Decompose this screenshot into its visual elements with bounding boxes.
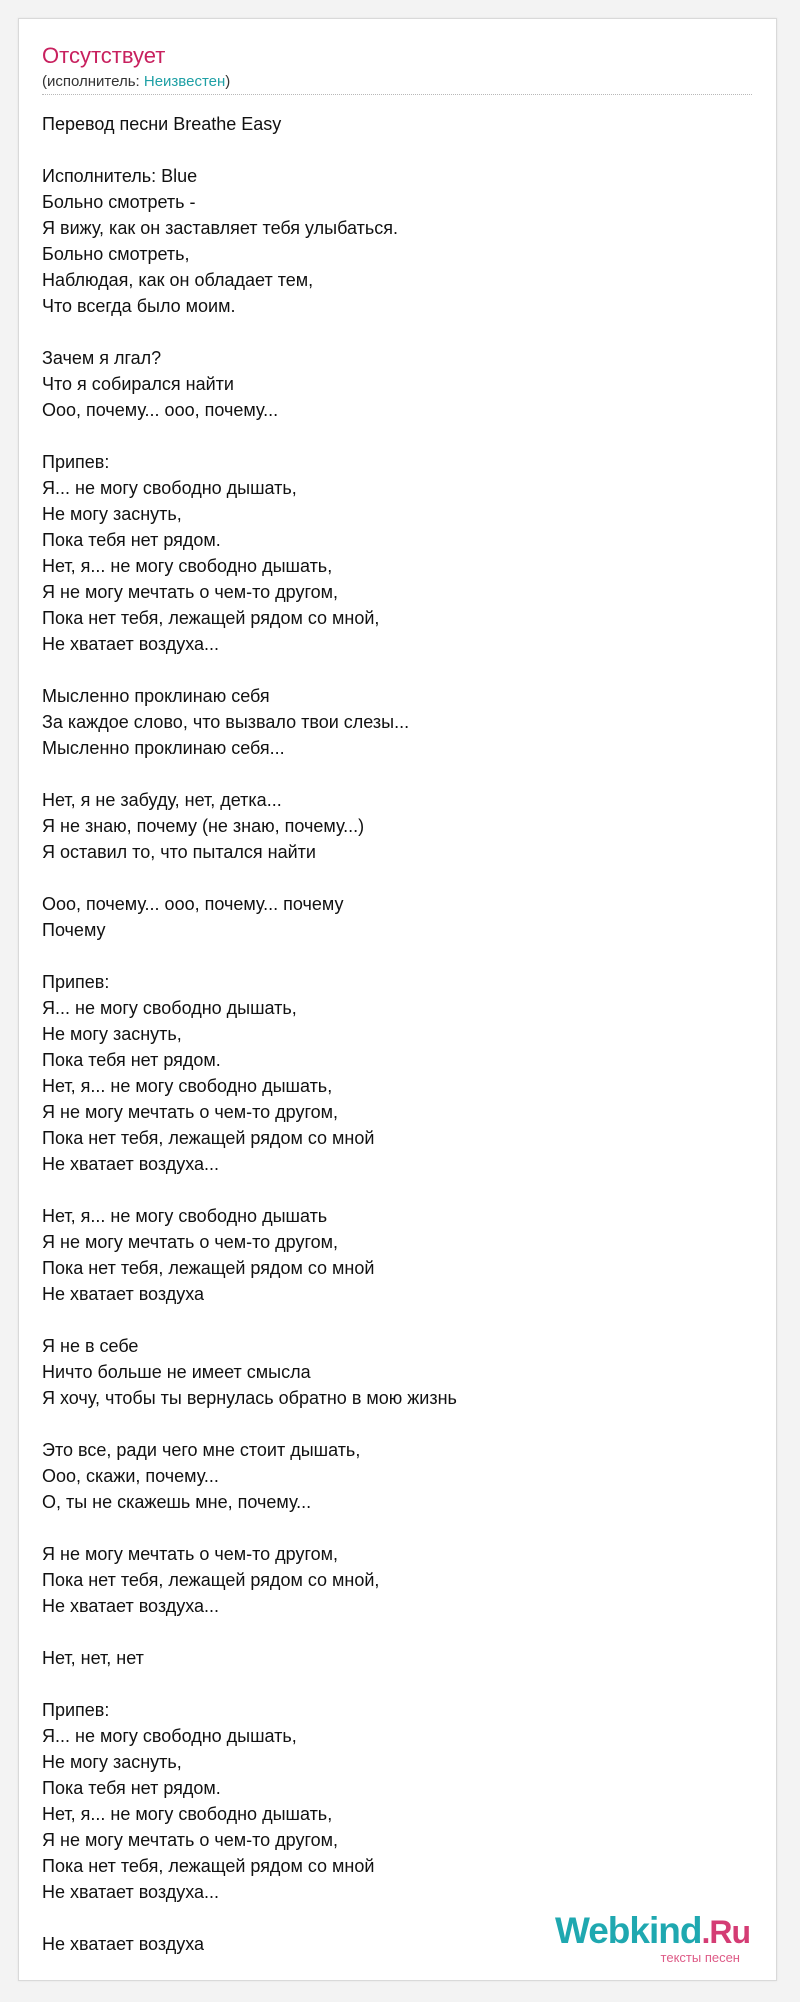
- lyrics-gap: [42, 761, 762, 787]
- lyric-line: Мысленно проклинаю себя...: [42, 738, 285, 758]
- lyric-line: Почему: [42, 920, 106, 940]
- lyrics-block: [42, 111, 762, 1957]
- lyrics-gap: [42, 1515, 762, 1541]
- lyrics-gap: [42, 423, 762, 449]
- lyric-line: Пока нет тебя, лежащей рядом со мной: [42, 1856, 375, 1876]
- lyric-line: Не хватает воздуха...: [42, 634, 220, 654]
- lyric-line: Я вижу, как он заставляет тебя улыбаться.: [42, 218, 398, 238]
- lyric-line: Пока нет тебя, лежащей рядом со мной: [42, 1258, 375, 1278]
- artist-suffix: ): [225, 73, 231, 90]
- lyric-line: Это все, ради чего мне стоит дышать,: [42, 1440, 361, 1460]
- lyric-line: Припев:: [42, 452, 110, 472]
- lyric-line: Я не знаю, почему (не знаю, почему...): [42, 816, 365, 836]
- lyric-line: Пока нет тебя, лежащей рядом со мной,: [42, 1570, 380, 1590]
- lyric-line: Не хватает воздуха: [42, 1934, 205, 1954]
- artist-line: [42, 72, 230, 92]
- logo-tagline: тексты песен: [660, 1950, 740, 1965]
- lyrics-gap: [42, 1619, 762, 1645]
- lyric-line: Наблюдая, как он обладает тем,: [42, 270, 314, 290]
- lyric-line: Я не в себе: [42, 1336, 139, 1356]
- lyric-line: Пока тебя нет рядом.: [42, 1778, 221, 1798]
- artist-prefix: (исполнитель:: [42, 73, 144, 90]
- lyric-line: Зачем я лгал?: [42, 348, 162, 368]
- lyric-line: Ооо, почему... ооо, почему...: [42, 400, 279, 420]
- lyrics-gap: [42, 1177, 762, 1203]
- lyric-line: Я хочу, чтобы ты вернулась обратно в мою жизнь: [42, 1388, 457, 1408]
- lyric-line: Я... не могу свободно дышать,: [42, 1726, 297, 1746]
- lyric-line: Нет, я... не могу свободно дышать,: [42, 1076, 333, 1096]
- lyric-line: Нет, я... не могу свободно дышать,: [42, 1804, 333, 1824]
- lyric-line: Нет, нет, нет: [42, 1648, 144, 1668]
- song-card: [18, 18, 777, 1981]
- lyric-line: Нет, я... не могу свободно дышать: [42, 1206, 328, 1226]
- lyric-line: Я не могу мечтать о чем-то другом,: [42, 582, 339, 602]
- lyrics-gap: [42, 943, 762, 969]
- lyric-line: Что всегда было моим.: [42, 296, 236, 316]
- lyric-line: Я не могу мечтать о чем-то другом,: [42, 1830, 339, 1850]
- lyric-line: Мысленно проклинаю себя: [42, 686, 270, 706]
- webkind-logo[interactable]: [554, 1910, 750, 1972]
- lyric-line: Я оставил то, что пытался найти: [42, 842, 316, 862]
- lyric-line: Пока тебя нет рядом.: [42, 530, 221, 550]
- header-divider: [42, 94, 752, 95]
- lyric-line: Я... не могу свободно дышать,: [42, 478, 297, 498]
- lyric-line: Ооо, почему... ооо, почему... почему: [42, 894, 344, 914]
- lyric-line: Не хватает воздуха...: [42, 1154, 220, 1174]
- lyrics-gap: [42, 1671, 762, 1697]
- lyric-line: Не могу заснуть,: [42, 1752, 182, 1772]
- lyric-line: Не хватает воздуха...: [42, 1882, 220, 1902]
- artist-link[interactable]: Неизвестен: [143, 73, 226, 90]
- lyric-line: Исполнитель: Blue: [42, 166, 198, 186]
- lyric-line: Больно смотреть -: [42, 192, 196, 212]
- logo-wordmark: [555, 1910, 750, 1953]
- lyrics-gap: [42, 319, 762, 345]
- lyric-line: Пока тебя нет рядом.: [42, 1050, 221, 1070]
- lyrics-gap: [42, 1307, 762, 1333]
- lyrics-gap: [42, 657, 762, 683]
- lyric-line: Ничто больше не имеет смысла: [42, 1362, 311, 1382]
- lyric-line: Больно смотреть,: [42, 244, 190, 264]
- lyric-line: Я не могу мечтать о чем-то другом,: [42, 1232, 339, 1252]
- lyric-line: Что я собирался найти: [42, 374, 234, 394]
- lyric-line: Нет, я не забуду, нет, детка...: [42, 790, 282, 810]
- lyric-line: Не могу заснуть,: [42, 504, 182, 524]
- lyric-line: Нет, я... не могу свободно дышать,: [42, 556, 333, 576]
- logo-brand: Webkind: [554, 1910, 702, 1951]
- lyric-line: Не хватает воздуха...: [42, 1596, 220, 1616]
- lyrics-gap: [42, 865, 762, 891]
- lyric-line: Припев:: [42, 972, 110, 992]
- logo-tld: .Ru: [701, 1914, 750, 1950]
- lyric-line: Ооо, скажи, почему...: [42, 1466, 219, 1486]
- lyrics-gap: [42, 1411, 762, 1437]
- lyric-line: Припев:: [42, 1700, 110, 1720]
- lyric-line: О, ты не скажешь мне, почему...: [42, 1492, 312, 1512]
- lyric-line: За каждое слово, что вызвало твои слезы...: [42, 712, 410, 732]
- lyric-line: Я не могу мечтать о чем-то другом,: [42, 1102, 339, 1122]
- song-title: Отсутствует: [42, 43, 166, 68]
- lyric-line: Пока нет тебя, лежащей рядом со мной: [42, 1128, 375, 1148]
- lyric-line: Я не могу мечтать о чем-то другом,: [42, 1544, 339, 1564]
- lyric-line: Перевод песни Breathe Easy: [42, 114, 282, 134]
- lyric-line: Не хватает воздуха: [42, 1284, 205, 1304]
- lyric-line: Пока нет тебя, лежащей рядом со мной,: [42, 608, 380, 628]
- lyric-line: Я... не могу свободно дышать,: [42, 998, 297, 1018]
- lyrics-gap: [42, 137, 762, 163]
- lyric-line: Не могу заснуть,: [42, 1024, 182, 1044]
